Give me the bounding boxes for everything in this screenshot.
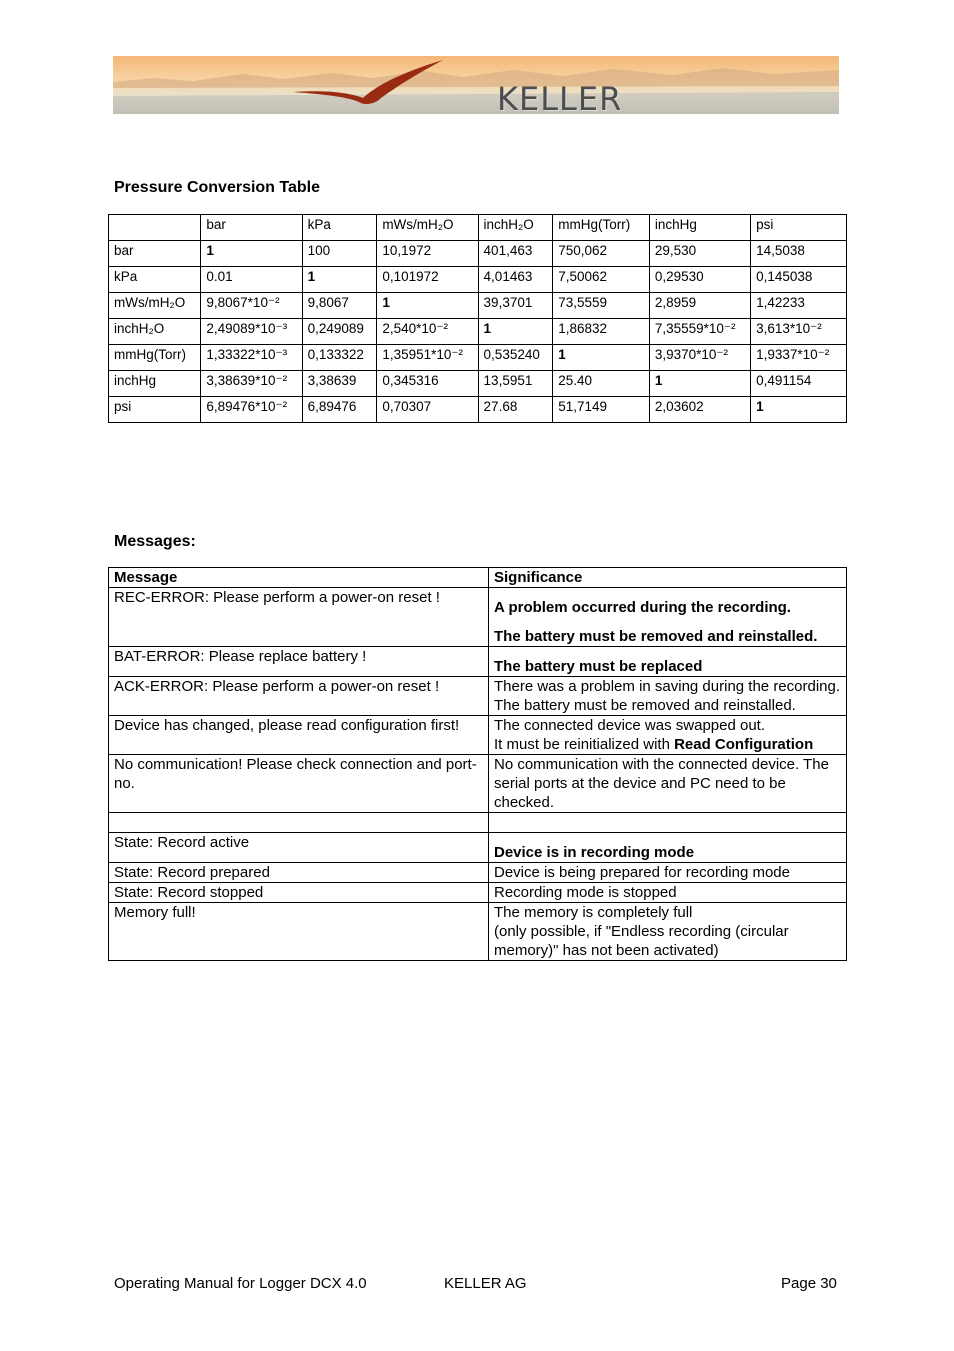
table-cell: 6,89476 xyxy=(302,397,377,423)
table-cell: 100 xyxy=(302,241,377,267)
table-row xyxy=(109,293,847,319)
table-header-row xyxy=(109,568,847,588)
row-header: bar xyxy=(109,241,201,267)
significance-cell: The battery must be replaced xyxy=(489,647,847,677)
message-cell: No communication! Please check connection and port-no. xyxy=(109,755,489,813)
table-row xyxy=(109,397,847,423)
message-cell: Memory full! xyxy=(109,903,489,961)
row-header: psi xyxy=(109,397,201,423)
table-row xyxy=(109,241,847,267)
table-cell: 9,8067*10⁻² xyxy=(201,293,302,319)
message-cell: Device has changed, please read configuration first! xyxy=(109,716,489,755)
row-header: inchHg xyxy=(109,371,201,397)
table-cell: 1 xyxy=(377,293,478,319)
column-header: inchH₂O xyxy=(478,215,553,241)
table-cell: 3,613*10⁻² xyxy=(751,319,847,345)
table-cell: 1,42233 xyxy=(751,293,847,319)
table-cell: 2,540*10⁻² xyxy=(377,319,478,345)
table-cell: 1 xyxy=(649,371,750,397)
table-cell: 9,8067 xyxy=(302,293,377,319)
table-cell: 39,3701 xyxy=(478,293,553,319)
row-header: kPa xyxy=(109,267,201,293)
row-header: mWs/mH₂O xyxy=(109,293,201,319)
table-row xyxy=(109,319,847,345)
table-cell: 1,86832 xyxy=(553,319,650,345)
col-significance-header: Significance xyxy=(489,568,847,588)
table-cell: 73,5559 xyxy=(553,293,650,319)
table-row xyxy=(109,903,847,961)
table-cell: 0,535240 xyxy=(478,345,553,371)
message-cell: BAT-ERROR: Please replace battery ! xyxy=(109,647,489,677)
significance-cell: Device is in recording mode xyxy=(489,833,847,863)
col-message-header: Message xyxy=(109,568,489,588)
message-cell: ACK-ERROR: Please perform a power-on reset ! xyxy=(109,677,489,716)
landscape-banner-image xyxy=(113,56,839,114)
table-cell: 1 xyxy=(478,319,553,345)
header-banner xyxy=(113,56,839,114)
table-row xyxy=(109,863,847,883)
table-cell: 13,5951 xyxy=(478,371,553,397)
table-cell: 1,9337*10⁻² xyxy=(751,345,847,371)
table-cell: 3,38639*10⁻² xyxy=(201,371,302,397)
table-cell: 2,49089*10⁻³ xyxy=(201,319,302,345)
table-cell: 1 xyxy=(553,345,650,371)
footer-company: KELLER AG xyxy=(444,1275,527,1292)
table-row xyxy=(109,833,847,863)
significance-cell: Recording mode is stopped xyxy=(489,883,847,903)
table-cell: 14,5038 xyxy=(751,241,847,267)
column-header xyxy=(109,215,201,241)
table-cell: 0,345316 xyxy=(377,371,478,397)
table-row xyxy=(109,677,847,716)
table-cell: 51,7149 xyxy=(553,397,650,423)
messages-heading: Messages: xyxy=(114,533,196,550)
table-header-row xyxy=(109,215,847,241)
significance-cell: A problem occurred during the recording. The battery must be removed and reinstalled. xyxy=(489,588,847,647)
messages-table xyxy=(108,567,847,961)
table-cell: 25.40 xyxy=(553,371,650,397)
table-cell: 0,145038 xyxy=(751,267,847,293)
table-cell: 2,03602 xyxy=(649,397,750,423)
message-cell: State: Record prepared xyxy=(109,863,489,883)
table-cell: 0,29530 xyxy=(649,267,750,293)
page-title: Pressure Conversion Table xyxy=(114,179,320,196)
table-cell: 1,33322*10⁻³ xyxy=(201,345,302,371)
footer-page-number: Page 30 xyxy=(781,1275,837,1292)
table-row xyxy=(109,267,847,293)
table-cell: 0,249089 xyxy=(302,319,377,345)
significance-cell: The memory is completely full (only possible, if "Endless recording (circular memory)" has not been activated) xyxy=(489,903,847,961)
message-cell: State: Record stopped xyxy=(109,883,489,903)
table-cell: 401,463 xyxy=(478,241,553,267)
table-row xyxy=(109,755,847,813)
pressure-conversion-table xyxy=(108,214,847,423)
table-cell: 1 xyxy=(201,241,302,267)
table-cell: 0,101972 xyxy=(377,267,478,293)
keller-logo: KELLER xyxy=(497,80,623,118)
table-cell: 1 xyxy=(302,267,377,293)
table-row xyxy=(109,588,847,647)
table-cell: 2,8959 xyxy=(649,293,750,319)
table-row xyxy=(109,345,847,371)
table-cell: 0,70307 xyxy=(377,397,478,423)
table-cell: 3,38639 xyxy=(302,371,377,397)
significance-cell: Device is being prepared for recording mode xyxy=(489,863,847,883)
table-cell: 7,50062 xyxy=(553,267,650,293)
table-cell: 0,491154 xyxy=(751,371,847,397)
column-header: inchHg xyxy=(649,215,750,241)
table-cell: 6,89476*10⁻² xyxy=(201,397,302,423)
table-cell: 0,133322 xyxy=(302,345,377,371)
table-cell: 4,01463 xyxy=(478,267,553,293)
row-header: inchH₂O xyxy=(109,319,201,345)
significance-cell: The connected device was swapped out. It must be reinitialized with Read Configuration xyxy=(489,716,847,755)
table-row xyxy=(109,647,847,677)
table-cell: 1,35951*10⁻² xyxy=(377,345,478,371)
table-cell: 0.01 xyxy=(201,267,302,293)
column-header: bar xyxy=(201,215,302,241)
table-cell: 7,35559*10⁻² xyxy=(649,319,750,345)
table-cell: 10,1972 xyxy=(377,241,478,267)
table-cell: 27.68 xyxy=(478,397,553,423)
table-row xyxy=(109,716,847,755)
table-cell: 750,062 xyxy=(553,241,650,267)
column-header: psi xyxy=(751,215,847,241)
column-header: mmHg(Torr) xyxy=(553,215,650,241)
table-row xyxy=(109,883,847,903)
significance-cell: No communication with the connected device. The serial ports at the device and PC need to be checked. xyxy=(489,755,847,813)
table-cell: 1 xyxy=(751,397,847,423)
column-header: mWs/mH₂O xyxy=(377,215,478,241)
significance-cell: There was a problem in saving during the recording. The battery must be removed and reinstalled. xyxy=(489,677,847,716)
table-row-empty xyxy=(109,813,847,833)
row-header: mmHg(Torr) xyxy=(109,345,201,371)
table-cell: 3,9370*10⁻² xyxy=(649,345,750,371)
column-header: kPa xyxy=(302,215,377,241)
footer-manual-title: Operating Manual for Logger DCX 4.0 xyxy=(114,1275,367,1292)
message-cell: State: Record active xyxy=(109,833,489,863)
table-row xyxy=(109,371,847,397)
table-cell: 29,530 xyxy=(649,241,750,267)
message-cell: REC-ERROR: Please perform a power-on reset ! xyxy=(109,588,489,647)
